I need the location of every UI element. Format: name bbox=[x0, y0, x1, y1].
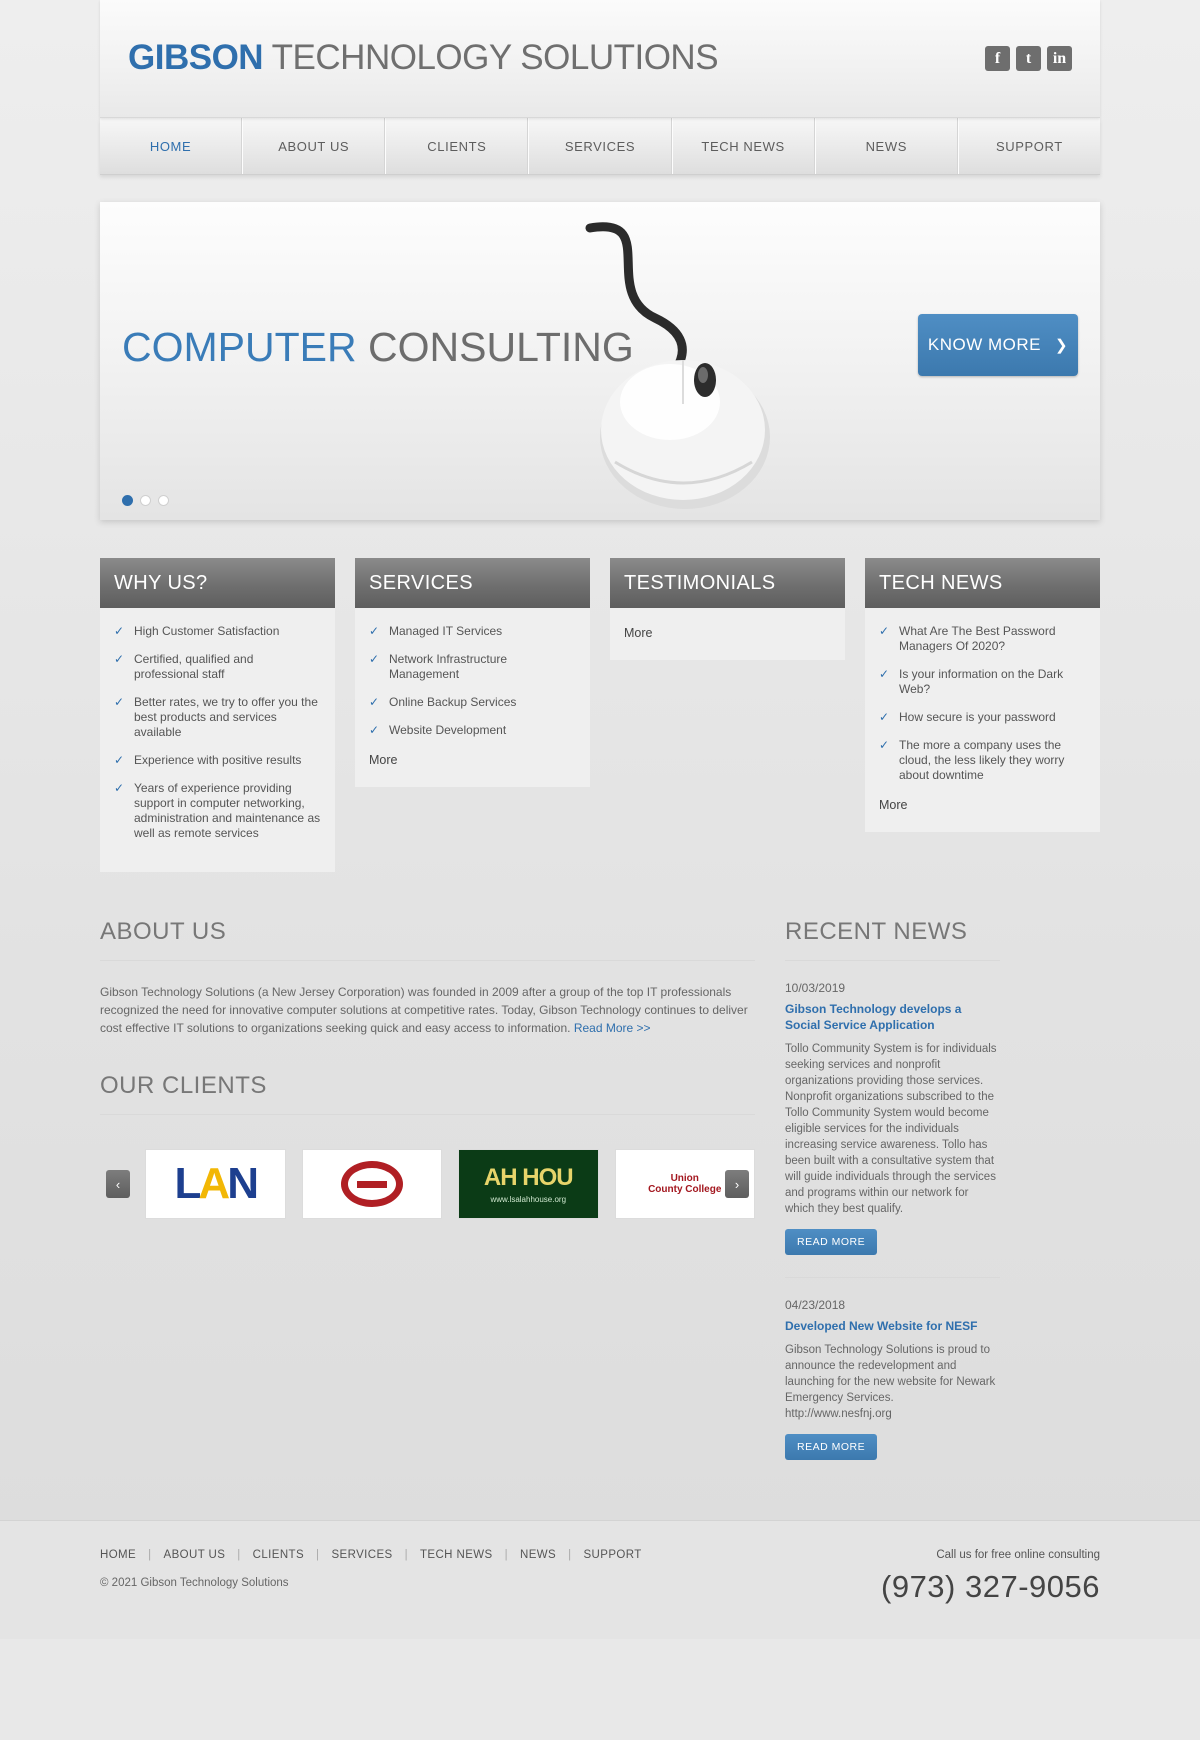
site-header bbox=[100, 0, 1100, 118]
list-item-label: Better rates, we try to offer you the best products and services available bbox=[134, 695, 318, 739]
check-icon: ✓ bbox=[114, 624, 125, 638]
hero-slider bbox=[100, 202, 1100, 520]
box-why-us-body bbox=[100, 608, 335, 872]
list-item-label: Online Backup Services bbox=[389, 695, 517, 709]
list-item bbox=[114, 624, 321, 639]
box-tech-news-body bbox=[865, 608, 1100, 832]
list-item-label: High Customer Satisfaction bbox=[134, 624, 280, 638]
news-headline[interactable]: Gibson Technology develops a Social Service Application bbox=[785, 1002, 962, 1032]
social-links bbox=[985, 46, 1072, 71]
tech-news-list bbox=[879, 624, 1086, 783]
footer-link-services[interactable]: SERVICES bbox=[331, 1549, 393, 1561]
client-logo-equal[interactable] bbox=[302, 1149, 443, 1219]
logo-rest: TECHNOLOGY SOLUTIONS bbox=[263, 38, 719, 77]
list-item-label: The more a company uses the cloud, the less likely they worry about downtime bbox=[899, 738, 1065, 782]
client-logo-lan[interactable] bbox=[145, 1149, 286, 1219]
nav-item-tech-news[interactable]: TECH NEWS bbox=[672, 118, 815, 174]
footer-divider: | bbox=[504, 1549, 508, 1561]
lower-section bbox=[100, 918, 1100, 1460]
footer-link-about-us[interactable]: ABOUT US bbox=[163, 1549, 226, 1561]
testimonials-more-link[interactable]: More bbox=[624, 626, 653, 640]
footer-divider: | bbox=[404, 1549, 408, 1561]
list-item-label: How secure is your password bbox=[899, 710, 1056, 724]
check-icon: ✓ bbox=[114, 695, 125, 709]
footer-link-home[interactable]: HOME bbox=[100, 1549, 137, 1561]
footer-divider: | bbox=[237, 1549, 241, 1561]
box-why-us bbox=[100, 558, 335, 872]
nav-item-about-us[interactable]: ABOUT US bbox=[242, 118, 385, 174]
check-icon: ✓ bbox=[369, 624, 380, 638]
footer-link-clients[interactable]: CLIENTS bbox=[252, 1549, 305, 1561]
footer-phone[interactable]: (973) 327-9056 bbox=[881, 1569, 1100, 1604]
box-tech-news-title: TECH NEWS bbox=[865, 558, 1100, 608]
chevron-right-icon: ❯ bbox=[1055, 337, 1069, 354]
footer-link-news[interactable]: NEWS bbox=[519, 1549, 557, 1561]
twitter-icon[interactable]: t bbox=[1016, 46, 1041, 71]
slider-dots bbox=[122, 495, 169, 506]
why-us-list bbox=[114, 624, 321, 841]
linkedin-icon[interactable]: in bbox=[1047, 46, 1072, 71]
check-icon: ✓ bbox=[879, 667, 890, 681]
equal-mark-icon bbox=[341, 1161, 403, 1207]
services-list bbox=[369, 624, 576, 738]
union-line2: County College bbox=[648, 1184, 722, 1195]
news-date: 10/03/2019 bbox=[785, 981, 846, 995]
footer-divider: | bbox=[568, 1549, 572, 1561]
list-item-label: Certified, qualified and professional staff bbox=[134, 652, 254, 681]
list-item bbox=[369, 695, 576, 710]
box-why-us-title: WHY US? bbox=[100, 558, 335, 608]
nav-item-services[interactable]: SERVICES bbox=[528, 118, 671, 174]
list-item-label: What Are The Best Password Managers Of 2020? bbox=[899, 624, 1056, 653]
footer-inner bbox=[100, 1549, 1100, 1605]
box-services-title: SERVICES bbox=[355, 558, 590, 608]
nav-item-clients[interactable]: CLIENTS bbox=[385, 118, 528, 174]
about-us-text bbox=[100, 983, 755, 1037]
nav-item-home[interactable]: HOME bbox=[100, 118, 242, 174]
facebook-icon[interactable]: f bbox=[985, 46, 1010, 71]
list-item[interactable] bbox=[879, 738, 1086, 783]
list-item bbox=[114, 695, 321, 740]
clients-carousel bbox=[100, 1149, 755, 1219]
feature-boxes bbox=[100, 558, 1100, 872]
news-body: Gibson Technology Solutions is proud to announce the redevelopment and launching for the new website for Newark Emergency Services. http://www.nesfnj.org bbox=[785, 1344, 996, 1420]
list-item bbox=[114, 652, 321, 682]
footer-link-support[interactable]: SUPPORT bbox=[583, 1549, 642, 1561]
list-item[interactable] bbox=[879, 667, 1086, 697]
news-read-more-button[interactable]: READ MORE bbox=[785, 1229, 877, 1255]
nav-item-support[interactable]: SUPPORT bbox=[958, 118, 1100, 174]
news-item-2 bbox=[785, 1298, 1000, 1460]
check-icon: ✓ bbox=[369, 723, 380, 737]
check-icon: ✓ bbox=[369, 695, 380, 709]
tech-news-more-link[interactable]: More bbox=[879, 798, 908, 812]
check-icon: ✓ bbox=[879, 624, 890, 638]
union-line1: Union bbox=[670, 1173, 699, 1184]
footer-divider: | bbox=[148, 1549, 152, 1561]
computer-mouse-illustration bbox=[570, 212, 800, 512]
list-item bbox=[114, 781, 321, 841]
know-more-label: KNOW MORE bbox=[927, 335, 1042, 354]
nav-item-news[interactable]: NEWS bbox=[815, 118, 958, 174]
news-item-1 bbox=[785, 981, 1000, 1255]
box-tech-news bbox=[865, 558, 1100, 832]
list-item[interactable] bbox=[879, 710, 1086, 725]
news-read-more-button[interactable]: READ MORE bbox=[785, 1434, 877, 1460]
list-item bbox=[369, 624, 576, 639]
clients-prev-icon[interactable]: ‹ bbox=[106, 1170, 130, 1198]
services-more-link[interactable]: More bbox=[369, 753, 398, 767]
site-logo[interactable] bbox=[128, 38, 718, 78]
footer-right bbox=[881, 1549, 1100, 1605]
client-logo-salah-house-line1: AH HOU bbox=[483, 1164, 573, 1191]
slider-dot-3[interactable] bbox=[158, 495, 169, 506]
news-body: Tollo Community System is for individuals seeking services and nonprofit organizations providing those services. Nonprofit organizations subscribed to the Tollo Community System would become eligible services for the individuals increasing service awareness. Tollo has been built with a consultative system that will guide individuals through the services and programs within our network for which they best qualify. bbox=[785, 1043, 997, 1215]
box-services-body bbox=[355, 608, 590, 787]
box-services bbox=[355, 558, 590, 787]
list-item-label: Years of experience providing support in computer networking, administration and maintenance as well as remote services bbox=[134, 781, 321, 840]
about-and-clients-column bbox=[100, 918, 755, 1460]
check-icon: ✓ bbox=[114, 652, 125, 666]
box-testimonials bbox=[610, 558, 845, 660]
news-divider bbox=[785, 1277, 1000, 1278]
check-icon: ✓ bbox=[114, 753, 125, 767]
slider-dot-1[interactable] bbox=[122, 495, 133, 506]
list-item-label: Experience with positive results bbox=[134, 753, 302, 767]
client-logo-salah-house[interactable] bbox=[458, 1149, 599, 1219]
footer-divider: | bbox=[316, 1549, 320, 1561]
hero-title-rest: CONSULTING bbox=[356, 324, 634, 370]
list-item[interactable] bbox=[879, 624, 1086, 654]
footer-call-text: Call us for free online consulting bbox=[936, 1549, 1100, 1561]
list-item bbox=[369, 723, 576, 738]
list-item-label: Managed IT Services bbox=[389, 624, 503, 638]
news-date: 04/23/2018 bbox=[785, 1298, 846, 1312]
know-more-button[interactable] bbox=[918, 314, 1078, 376]
list-item-label: Is your information on the Dark Web? bbox=[899, 667, 1064, 696]
hero-title bbox=[122, 324, 634, 371]
client-logo-union-county-text bbox=[648, 1173, 721, 1195]
about-us-paragraph: Gibson Technology Solutions (a New Jersey Corporation) was founded in 2009 after a group of the top IT professionals recognized the need for innovative computer solutions at competitive rates. Today, Gibson Technology continues to deliver cost effective IT solutions to organizations seeking quick and easy access to information. bbox=[100, 985, 748, 1035]
check-icon: ✓ bbox=[114, 781, 125, 795]
box-testimonials-body bbox=[610, 608, 845, 660]
footer-copyright: © 2021 Gibson Technology Solutions bbox=[100, 1577, 289, 1589]
check-icon: ✓ bbox=[879, 738, 890, 752]
site-footer bbox=[0, 1520, 1200, 1639]
footer-links bbox=[100, 1549, 654, 1561]
footer-left bbox=[100, 1549, 654, 1605]
about-read-more-link[interactable]: Read More >> bbox=[573, 1021, 651, 1035]
recent-news-title: RECENT NEWS bbox=[785, 918, 1000, 961]
footer-link-tech-news[interactable]: TECH NEWS bbox=[419, 1549, 493, 1561]
hero-title-strong: COMPUTER bbox=[122, 324, 357, 370]
clients-next-icon[interactable]: › bbox=[725, 1170, 749, 1198]
box-testimonials-title: TESTIMONIALS bbox=[610, 558, 845, 608]
our-clients-title: OUR CLIENTS bbox=[100, 1072, 755, 1115]
logo-strong: GIBSON bbox=[128, 38, 264, 77]
check-icon: ✓ bbox=[369, 652, 380, 666]
news-headline[interactable]: Developed New Website for NESF bbox=[785, 1319, 978, 1333]
site-container bbox=[100, 0, 1100, 1460]
list-item bbox=[369, 652, 576, 682]
slider-dot-2[interactable] bbox=[140, 495, 151, 506]
check-icon: ✓ bbox=[879, 710, 890, 724]
client-logo-lan-text: LAN bbox=[174, 1159, 256, 1208]
list-item bbox=[114, 753, 321, 768]
list-item-label: Website Development bbox=[389, 723, 507, 737]
main-nav bbox=[100, 118, 1100, 175]
about-us-title: ABOUT US bbox=[100, 918, 755, 961]
client-logo-salah-house-line2: www.lsalahhouse.org bbox=[490, 1195, 567, 1204]
recent-news-column bbox=[785, 918, 1000, 1460]
list-item-label: Network Infrastructure Management bbox=[389, 652, 508, 681]
